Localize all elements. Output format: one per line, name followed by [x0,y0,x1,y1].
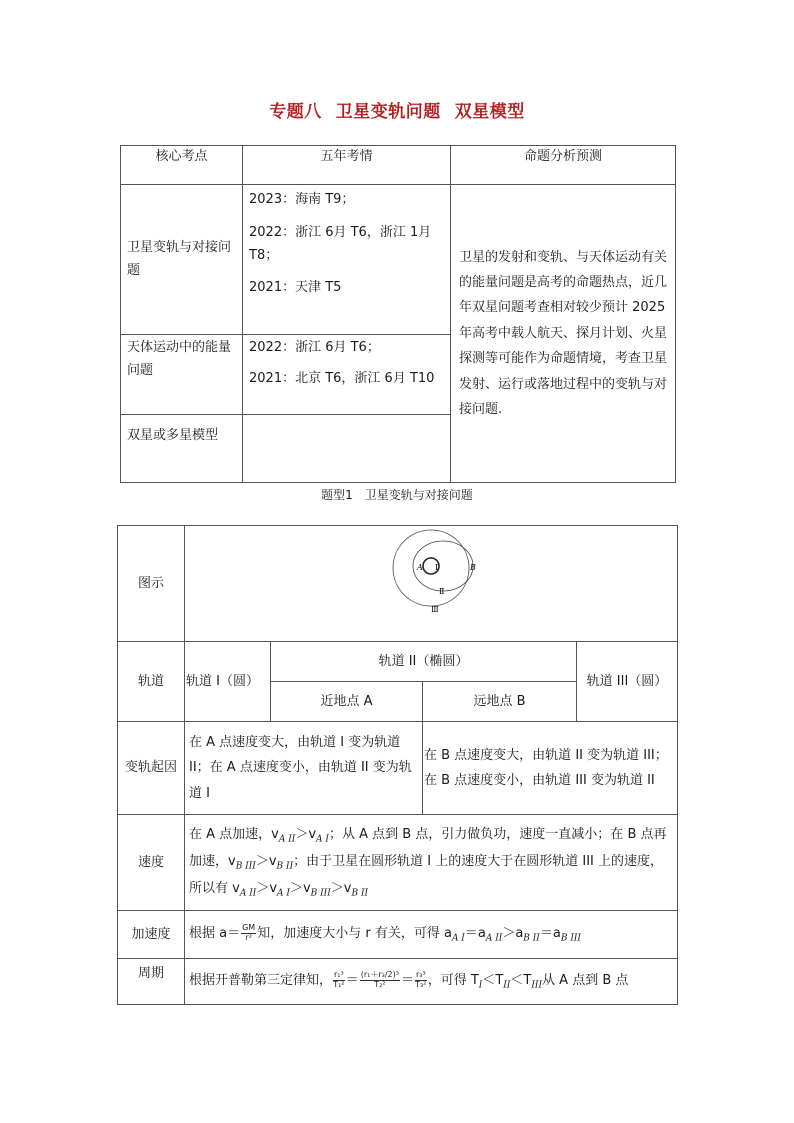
frac-num: (r₁＋r₃/2)³ [360,970,399,980]
accel-text: ＝a [539,925,561,941]
accel-text: 根据 a＝ [189,925,241,941]
speed-text: ；从 A 点到 B 点，引力做负功，速度一直减小；在 B 点再加速，v [189,826,667,869]
topic-cell: 天体运动中的能量问题 [121,335,243,415]
speed-text: ＞v [256,881,278,897]
speed-sub: B III [310,888,331,899]
header-core-topic: 核心考点 [121,146,243,185]
analysis-cell: 卫星的发射和变轨、与天体运动有关的能量问题是高考的命题热点，近几年双星问题考查相对较少预计 2025年高考中载人航天、探月计划、火星探测等可能作为命题情境，考查卫星发射、运行或落地过程中的变轨与对接问题. [451,185,676,483]
cause-right-line-1: 在 B 点速度变大，由轨道 II 变为轨道 III； [424,747,668,763]
title-part-3: 双星模型 [454,102,525,122]
overview-header-row [121,146,676,185]
frac-den: T₁² [333,979,345,989]
speed-cell [185,815,678,911]
near-point-cell: 近地点 A [271,682,423,722]
period-cell [185,959,678,1005]
accel-label: 加速度 [118,911,185,959]
accel-cell [185,911,678,959]
speed-text: ；由于卫星在圆形轨道 I 上的速度大于在圆形轨道 III 上的速度，所以有 v [189,853,664,897]
topic-cell: 卫星变轨与对接问题 [121,185,243,335]
exam-line: 2021：天津 T5 [249,280,342,296]
speed-sub: B III [235,861,256,872]
cause-row [118,722,678,815]
speed-sub: B II [351,888,369,899]
speed-text: ＞v [330,881,352,897]
period-text: ＜T [482,972,504,988]
far-point-cell: 远地点 B [423,682,577,722]
cause-right-line-2: 在 B 点速度变小，由轨道 III 变为轨道 II [424,773,655,788]
exams-cell [243,335,451,415]
cause-label: 变轨起因 [118,722,185,815]
frac-den: T₂² [374,979,386,989]
period-label: 周期 [118,959,185,1005]
speed-row [118,815,678,911]
period-text: 根据开普勒第三定律知， [189,972,333,988]
orbit-3-label: Ⅲ [431,605,439,614]
speed-label: 速度 [118,815,185,911]
period-row [118,959,678,1005]
frac-num: r₃³ [415,970,426,980]
orbit-1-cell: 轨道 I（圆） [185,642,271,722]
diagram-row [118,526,678,642]
period-fraction-1 [333,971,345,990]
accel-row [118,911,678,959]
exam-line: 2022：浙江 6月 T6，浙江 1月 T8； [249,224,432,263]
overview-row [121,185,676,335]
accel-sub: B III [560,933,581,944]
frac-num: GM [242,923,256,933]
period-sub: I [478,980,483,991]
period-fraction-2 [360,971,400,990]
period-sub: III [531,980,543,991]
accel-sub: B II [523,933,540,944]
period-sub: II [503,980,511,991]
exam-line: 2023：海南 T9； [249,192,355,207]
accel-text: ＝a [464,925,486,941]
frac-den: T₃² [415,979,427,989]
orbit-3-circle [393,530,469,606]
orbit-2-cell: 轨道 II（椭圆） [271,642,577,682]
point-b-label: B [470,563,476,572]
frac-den: r² [245,932,252,942]
speed-sub: A II [239,888,257,899]
detail-table [117,525,678,1005]
speed-text: ＞v [295,826,317,842]
period-text: 从 A 点到 B 点 [542,972,629,988]
speed-text: 在 A 点加速，v [189,826,279,842]
orbit-row-top [118,642,678,682]
period-text: ＝ [345,972,359,988]
orbit-1-label: I [435,563,439,572]
exams-cell [243,415,451,483]
speed-sub: A II [278,834,296,845]
speed-text: ＞v [289,881,311,897]
accel-text: ＞a [502,925,524,941]
overview-table [120,145,676,483]
type-caption: 题型1 卫星变轨与对接问题 [321,488,473,502]
point-a-label: A [417,563,423,572]
period-text: ＜T [510,972,532,988]
speed-sub: A I [316,834,329,845]
frac-num: r₁³ [334,970,344,980]
speed-text: ＞v [255,853,277,869]
accel-sub: A II [485,933,503,944]
title-part-1: 专题八 [269,102,322,122]
topic-cell: 双星或多星模型 [121,415,243,483]
orbit-label: 轨道 [118,642,185,722]
exam-line: 2021：北京 T6，浙江 6月 T10 [249,370,435,386]
speed-sub: B II [276,861,294,872]
orbit-2-label: Ⅱ [439,587,445,596]
diagram-cell [185,526,678,642]
speed-sub: A I [277,888,290,899]
header-five-year: 五年考情 [243,146,451,185]
cause-right-cell [423,722,678,815]
header-analysis: 命题分析预测 [451,146,676,185]
orbit-diagram [381,528,481,616]
title-part-2: 卫星变轨问题 [335,102,441,122]
accel-text: 知，加速度大小与 r 有关，可得 a [257,925,452,941]
page-title [0,97,794,122]
period-text: ，可得 T [427,972,479,988]
exam-line: 2022：浙江 6月 T6； [249,340,380,355]
period-text: ＝ [400,972,414,988]
period-fraction-3 [415,971,427,990]
exams-cell [243,185,451,335]
cause-left-cell: 在 A 点速度变大，由轨道 I 变为轨道 II；在 A 点速度变小，由轨道 II 变为轨道 I [185,722,423,815]
orbit-3-cell: 轨道 III（圆） [577,642,678,722]
accel-fraction [241,924,256,943]
diagram-label: 图示 [118,526,185,642]
accel-sub: A I [451,933,465,944]
